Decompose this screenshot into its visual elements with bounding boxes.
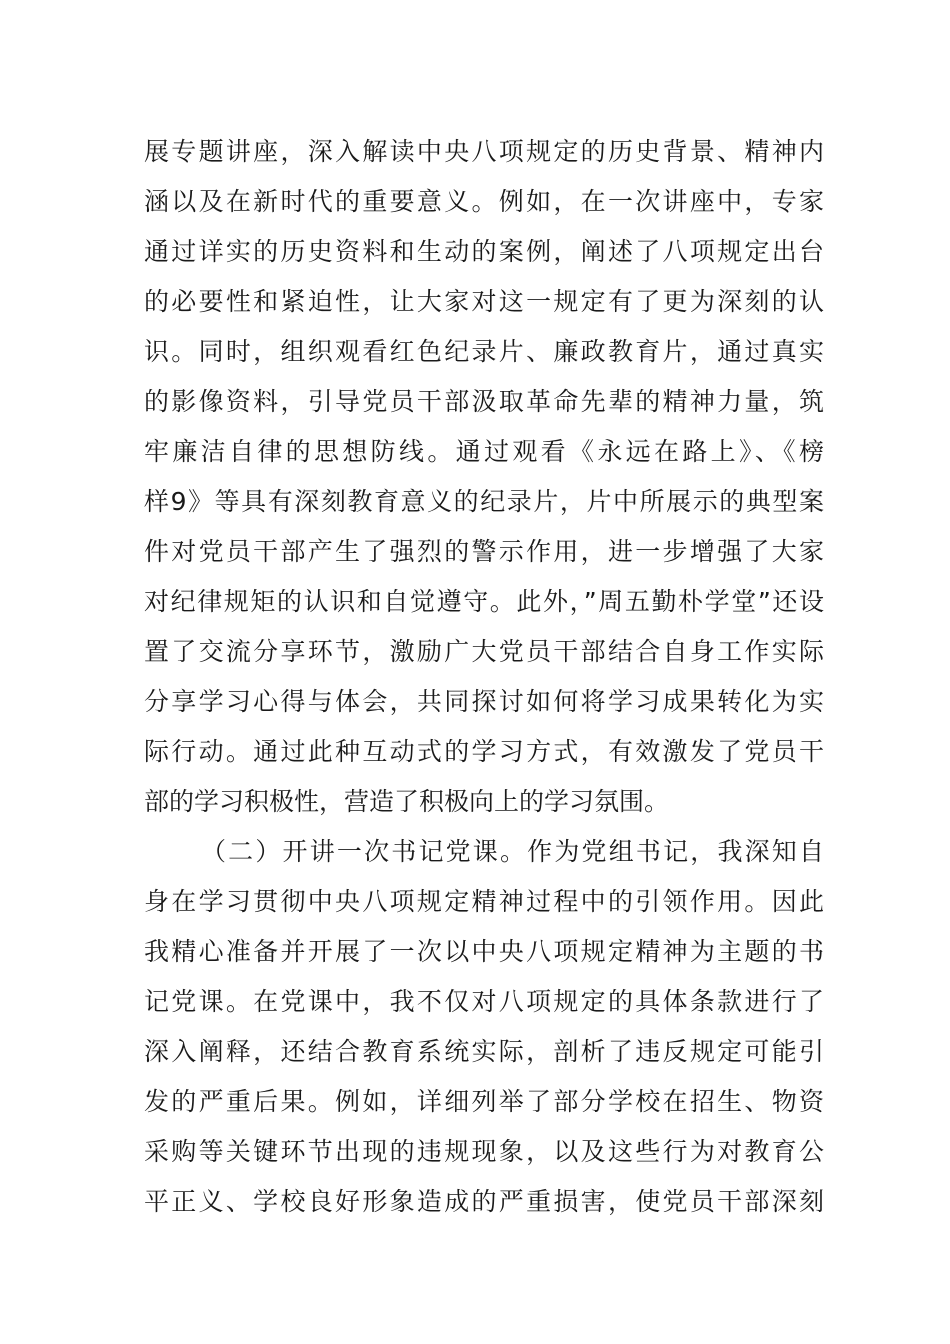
text-line: 我精心准备并开展了一次以中央八项规定精神为主题的书 [144,937,824,966]
text-line: 对纪律规矩的认识和自觉遵守。此外，”周五勤朴学堂”还设 [144,587,824,616]
text-line: 深入阐释，还结合教育系统实际，剖析了违反规定可能引 [144,1037,824,1066]
text-line: 部的学习积极性，营造了积极向上的学习氛围。 [144,787,670,816]
paragraph-1 [144,127,824,827]
text-line: 展专题讲座，深入解读中央八项规定的历史背景、精神内 [144,137,824,166]
text-line: 身在学习贯彻中央八项规定精神过程中的引领作用。因此 [144,887,824,916]
text-line: 采购等关键环节出现的违规现象，以及这些行为对教育公 [144,1137,824,1166]
document-body [144,127,824,1227]
text-line: 的影像资料，引导党员干部汲取革命先辈的精神力量，筑 [144,387,824,416]
text-line: 件对党员干部产生了强烈的警示作用，进一步增强了大家 [144,537,824,566]
text-line-indented: （二）开讲一次书记党课。作为党组书记，我深知自 [201,837,824,866]
text-line: 牢廉洁自律的思想防线。通过观看《永远在路上》、《榜 [144,437,824,466]
text-line: 的必要性和紧迫性，让大家对这一规定有了更为深刻的认 [144,287,824,316]
text-line: 平正义、学校良好形象造成的严重损害，使党员干部深刻 [144,1187,824,1216]
text-line: 分享学习心得与体会，共同探讨如何将学习成果转化为实 [144,687,824,716]
text-line: 通过详实的历史资料和生动的案例，阐述了八项规定出台 [144,237,824,266]
text-line: 置了交流分享环节，激励广大党员干部结合自身工作实际 [144,637,824,666]
text-line: 际行动。通过此种互动式的学习方式，有效激发了党员干 [144,737,824,766]
text-line: 发的严重后果。例如，详细列举了部分学校在招生、物资 [144,1087,824,1116]
text-line: 识。同时，组织观看红色纪录片、廉政教育片，通过真实 [144,337,824,366]
text-line: 记党课。在党课中，我不仅对八项规定的具体条款进行了 [144,987,824,1016]
paragraph-2 [144,827,824,1227]
text-line: 涵以及在新时代的重要意义。例如，在一次讲座中，专家 [144,187,824,216]
text-line: 样9》等具有深刻教育意义的纪录片，片中所展示的典型案 [144,487,824,516]
